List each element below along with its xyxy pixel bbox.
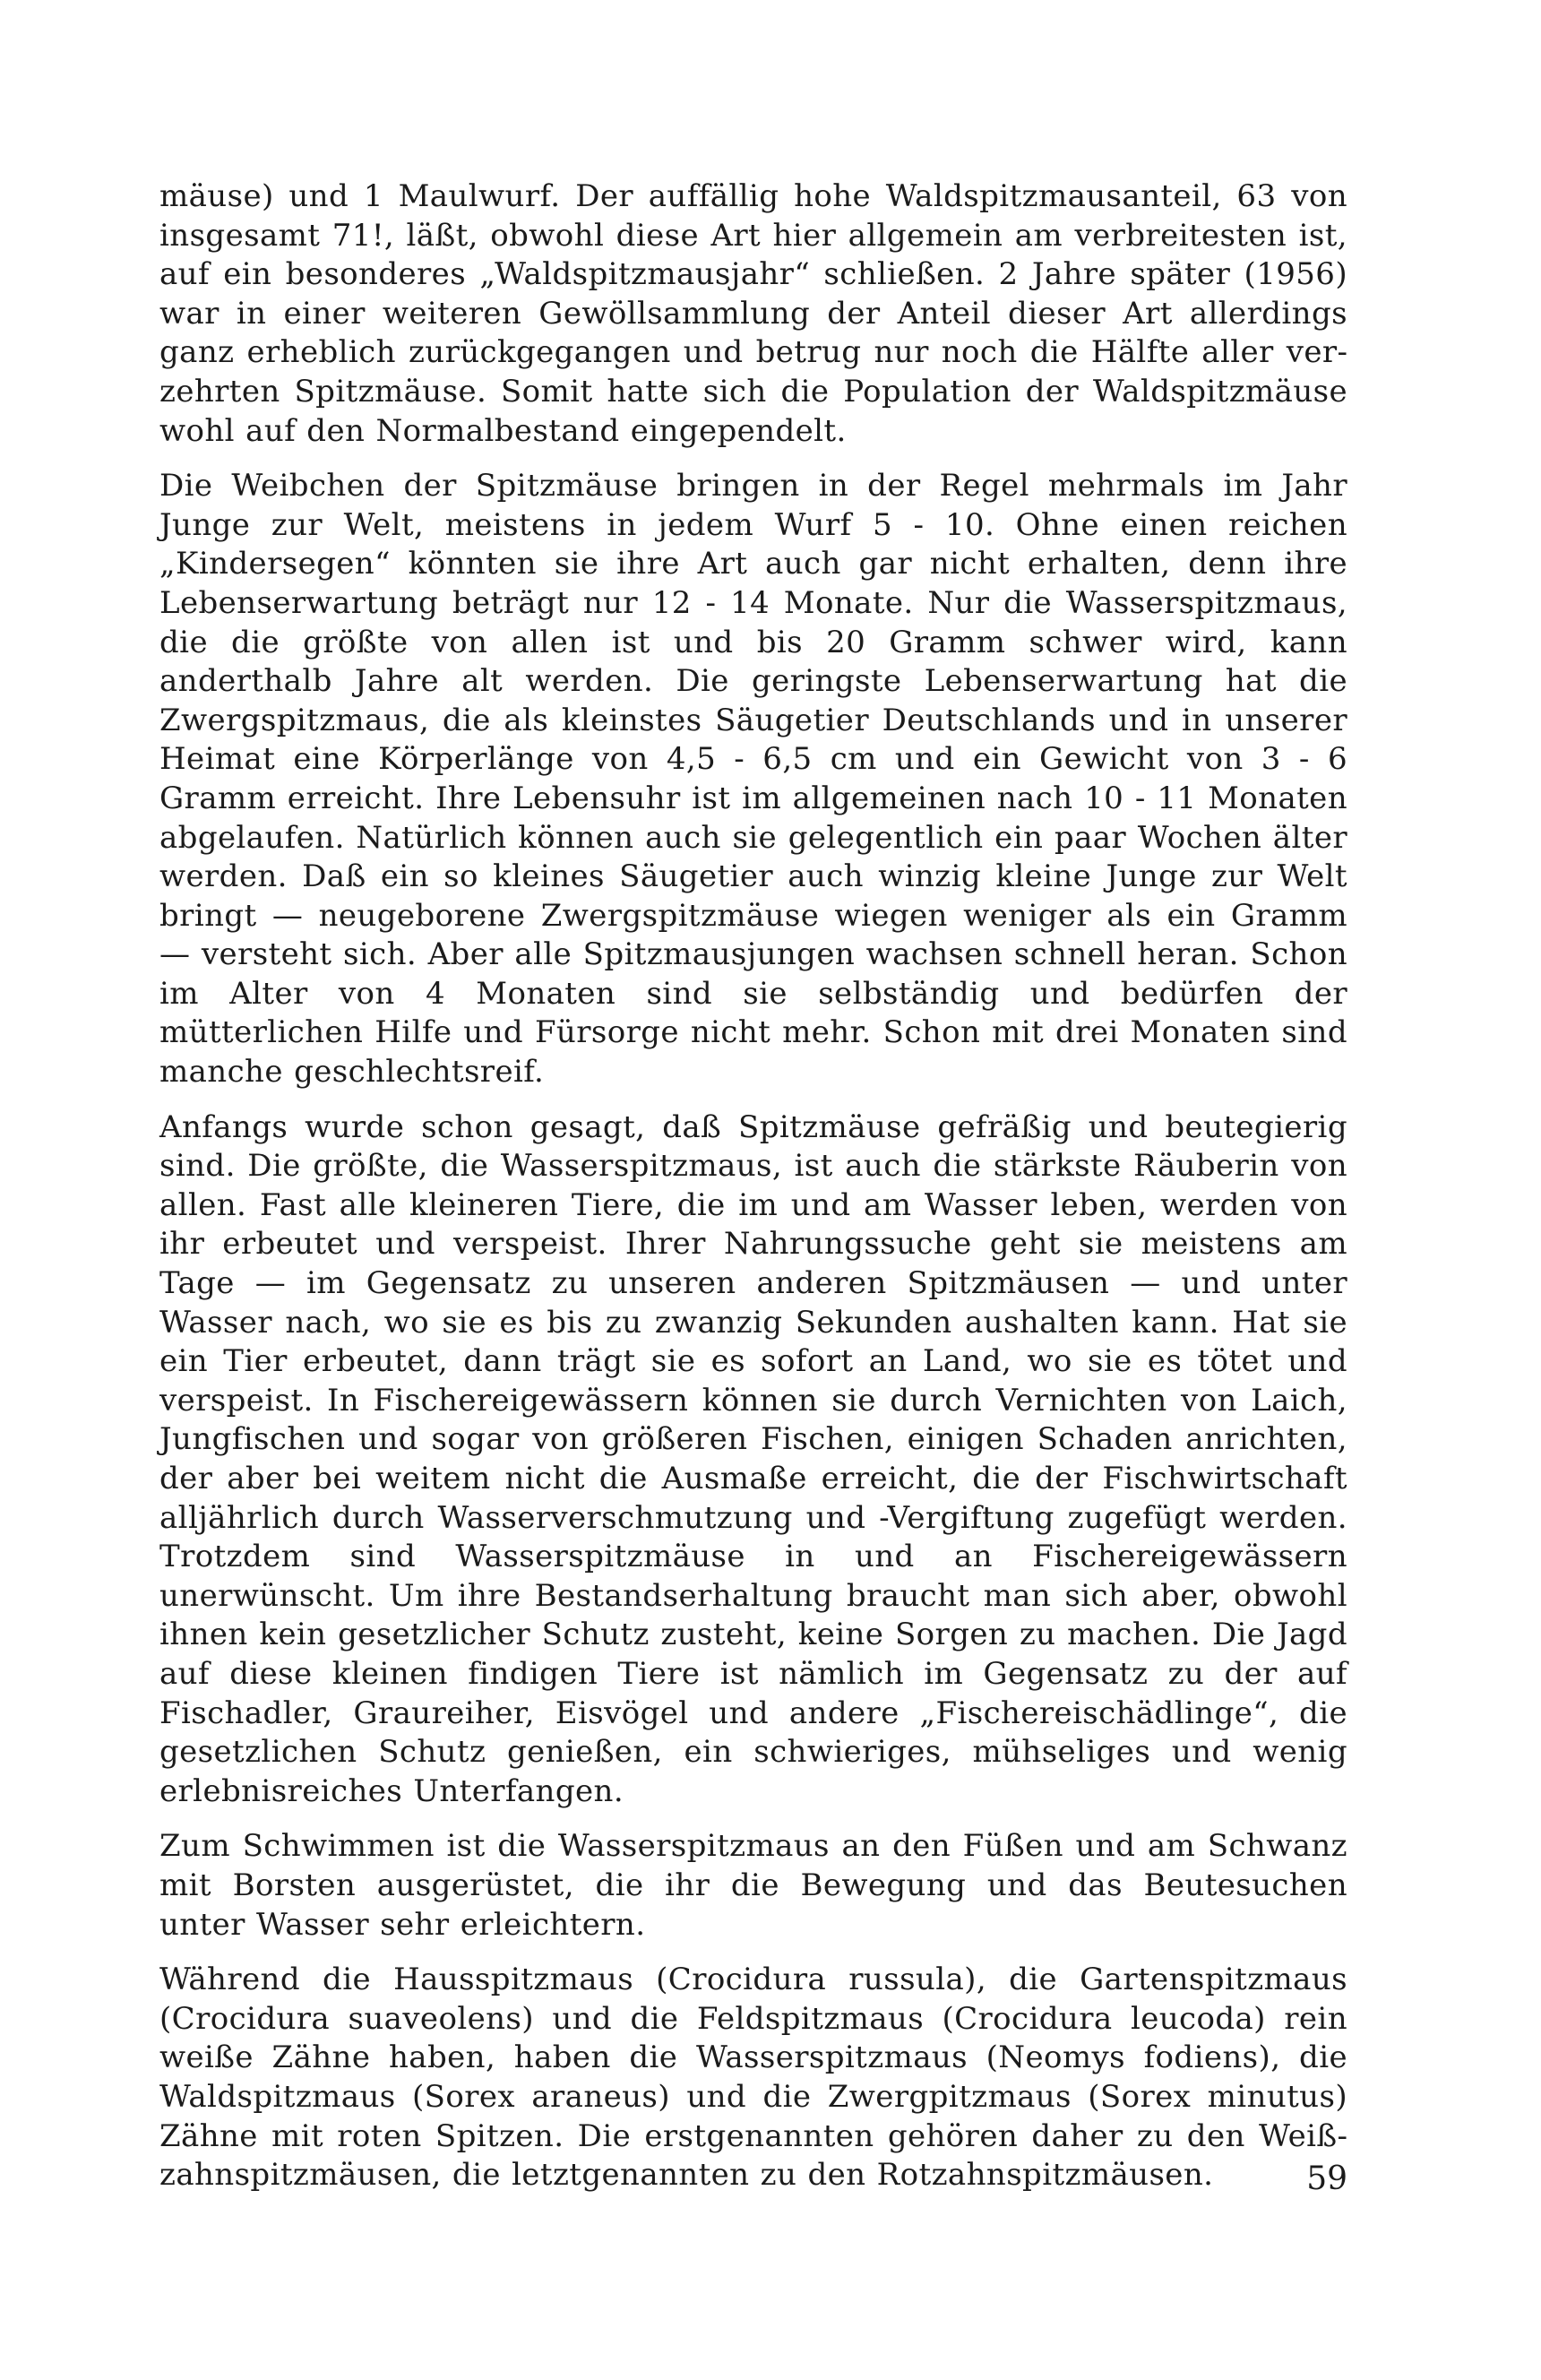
paragraph-4: Zum Schwimmen ist die Wasserspitzmaus an den Füßen und am Schwanz mit Borsten ausgerüstet, die ihr die Bewegung und das Beutesuchen unter Wasser sehr erleichtern. — [159, 1828, 1347, 1943]
paragraph-1: mäuse) und 1 Maulwurf. Der auffällig hohe Waldspitzmausanteil, 63 von insgesamt 71!, läßt, obwohl diese Art hier allgemein am verbreitesten ist, auf ein besonderes „Waldspitzmausjahr“ schließen. 2 Jahre später (1956) war in einer weiteren Gewöllsammlung der Anteil dieser Art allerdings ganz erheblich zurückgegangen und betrug nur noch die Hälfte aller verzehrten Spitzmäuse. Somit hatte sich die Population der Waldspitzmäuse wohl auf den Normalbestand eingependelt. — [159, 178, 1347, 449]
paragraph-5: Während die Hausspitzmaus (Crocidura russula), die Gartenspitzmaus (Crocidura suaveolens) und die Feldspitzmaus (Crocidura leucoda) rein weiße Zähne haben, haben die Wasserspitzmaus (Neomys fodiens), die Waldspitzmaus (Sorex araneus) und die Zwergpitzmaus (Sorex minutus) Zähne mit roten Spitzen. Die erstgenannten gehören daher zu den Weißzahnspitzmäusen, die letztgenannten zu den Rotzahnspitzmäusen. — [159, 1962, 1347, 2194]
body-text — [159, 177, 1347, 2212]
page-number: 59 — [1306, 2160, 1347, 2197]
paragraph-2: Die Weibchen der Spitzmäuse bringen in der Regel mehrmals im Jahr Junge zur Welt, meistens in jedem Wurf 5 - 10. Ohne einen reichen „Kindersegen“ könnten sie ihre Art auch gar nicht erhalten, denn ihre Lebenserwartung beträgt nur 12 - 14 Monate. Nur die Wasserspitzmaus, die die größte von allen ist und bis 20 Gramm schwer wird, kann anderthalb Jahre alt werden. Die geringste Lebenserwartung hat die Zwergspitzmaus, die als kleinstes Säugetier Deutschlands und in unserer Heimat eine Körperlänge von 4,5 - 6,5 cm und ein Gewicht von 3 - 6 Gramm erreicht. Ihre Lebensuhr ist im allgemeinen nach 10 - 11 Monaten abgelaufen. Natürlich können auch sie gelegentlich ein paar Wochen älter werden. Daß ein so kleines Säugetier auch winzig kleine Junge zur Welt bringt — neugeborene Zwergspitzmäuse wiegen weniger als ein Gramm — versteht sich. Aber alle Spitzmausjungen wachsen schnell heran. Schon im Alter von 4 Monaten sind sie selbständig und bedürfen der mütterlichen Hilfe und Fürsorge nicht mehr. Schon mit drei Monaten sind manche geschlechtsreif. — [159, 468, 1347, 1091]
paragraph-3: Anfangs wurde schon gesagt, daß Spitzmäuse gefräßig und beutegierig sind. Die größte, die Wasserspitzmaus, ist auch die stärkste Räuberin von allen. Fast alle kleineren Tiere, die im und am Wasser leben, werden von ihr erbeutet und verspeist. Ihrer Nahrungssuche geht sie meistens am Tage — im Gegensatz zu unseren anderen Spitzmäusen — und unter Wasser nach, wo sie es bis zu zwanzig Sekunden aushalten kann. Hat sie ein Tier erbeutet, dann trägt sie es sofort an Land, wo sie es tötet und verspeist. In Fischereigewässern können sie durch Vernichten von Laich, Jungfischen und sogar von größeren Fischen, einigen Schaden anrichten, der aber bei weitem nicht die Ausmaße erreicht, die der Fischwirtschaft alljährlich durch Wasserverschmutzung und -Vergiftung zugefügt werden. Trotzdem sind Wasserspitzmäuse in und an Fischereigewässern unerwünscht. Um ihre Bestandserhaltung braucht man sich aber, obwohl ihnen kein gesetzlicher Schutz zusteht, keine Sorgen zu machen. Die Jagd auf diese kleinen findigen Tiere ist nämlich im Gegensatz zu der auf Fischadler, Graureiher, Eisvögel und andere „Fischereischädlinge“, die gesetzlichen Schutz genießen, ein schwieriges, mühseliges und wenig erlebnisreiches Unterfangen. — [159, 1108, 1347, 1809]
